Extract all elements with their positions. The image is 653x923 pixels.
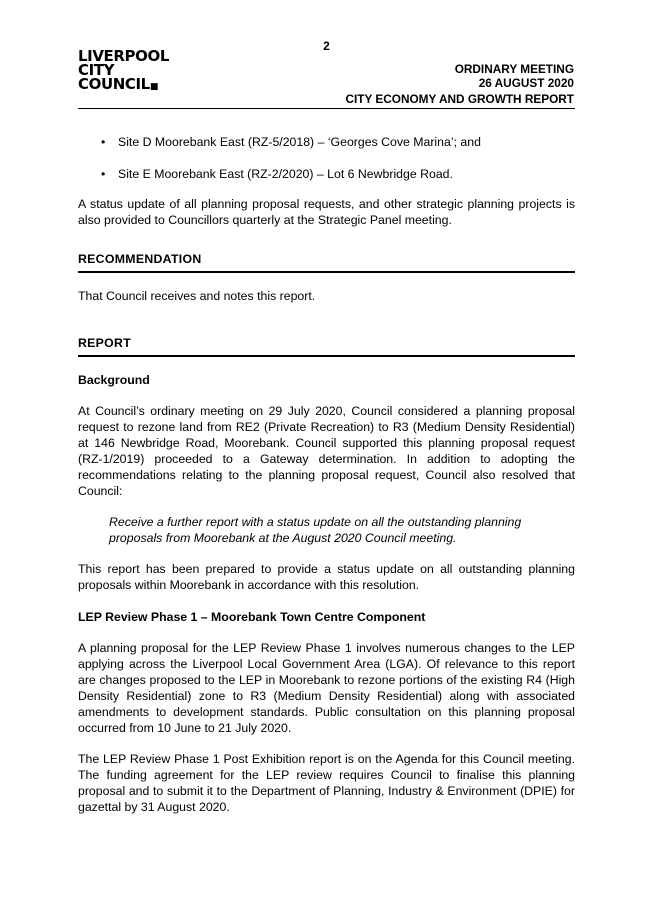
- report-heading: REPORT: [78, 335, 575, 357]
- lep-review-paragraph-1: A planning proposal for the LEP Review Phase 1 involves numerous changes to the LEP applying across the Liverpool Local Government Area (LGA). Of relevance to this report are changes proposed to the LEP in Moorebank to rezone portions of the existing R4 (High Density Residential) zone to R3 (Medium Density Residential) along with associated amendments to development standards. Public consultation on this planning proposal occurred from 10 June to 21 July 2020.: [78, 641, 575, 735]
- logo-line-3: [78, 77, 169, 94]
- resolution-quote: Receive a further report with a status update on all the outstanding planning proposals from Moorebank at the August 2020 Council meeting.: [109, 515, 522, 545]
- background-paragraph: At Council’s ordinary meeting on 29 July 2020, Council considered a planning proposal request to rezone land from RE2 (Private Recreation) to R3 (Medium Density Residential) at 146 Newbridge Road, Moorebank. Council supported this planning proposal request (RZ-1/2019) proceeded to a Gateway determination. In addition to adopting the recommendations relating to the planning proposal request, Council also resolved that Council:: [78, 404, 575, 498]
- site-list-item: • Site D Moorebank East (RZ-5/2018) – ‘Georges Cove Marina’; and: [78, 134, 575, 150]
- logo-mark-icon: ■: [149, 82, 158, 92]
- purpose-paragraph: This report has been prepared to provide a status update on all outstanding planning proposals within Moorebank in accordance with this resolution.: [78, 562, 575, 592]
- site-list: [78, 134, 575, 182]
- council-logo: [78, 49, 169, 94]
- report-title: CITY ECONOMY AND GROWTH REPORT: [345, 92, 574, 106]
- logo-line-3-text: COUNCIL: [78, 75, 150, 93]
- status-update-paragraph: A status update of all planning proposal requests, and other strategic planning projects is also provided to Councillors quarterly at the Strategic Panel meeting.: [78, 197, 575, 227]
- page-number: 2: [323, 39, 330, 53]
- site-list-item: • Site E Moorebank East (RZ-2/2020) – Lot 6 Newbridge Road.: [78, 166, 575, 182]
- meeting-date: 26 AUGUST 2020: [478, 76, 574, 90]
- background-heading: Background: [78, 373, 150, 387]
- lep-review-heading: LEP Review Phase 1 – Moorebank Town Centre Component: [78, 610, 426, 624]
- recommendation-heading: RECOMMENDATION: [78, 251, 575, 273]
- lep-review-paragraph-2: The LEP Review Phase 1 Post Exhibition report is on the Agenda for this Council meeting. The funding agreement for the LEP review requires Council to finalise this planning proposal and to submit it to the Department of Planning, Industry & Environment (DPIE) for gazettal by 31 August 2020.: [78, 752, 575, 814]
- logo-line-2: CITY: [78, 61, 115, 79]
- document-body: [78, 134, 575, 815]
- recommendation-text: That Council receives and notes this report.: [78, 289, 316, 303]
- meeting-header: [455, 62, 574, 90]
- logo-line-1: LIVERPOOL: [78, 47, 169, 65]
- meeting-type: ORDINARY MEETING: [454, 62, 574, 76]
- header-divider: [78, 108, 575, 109]
